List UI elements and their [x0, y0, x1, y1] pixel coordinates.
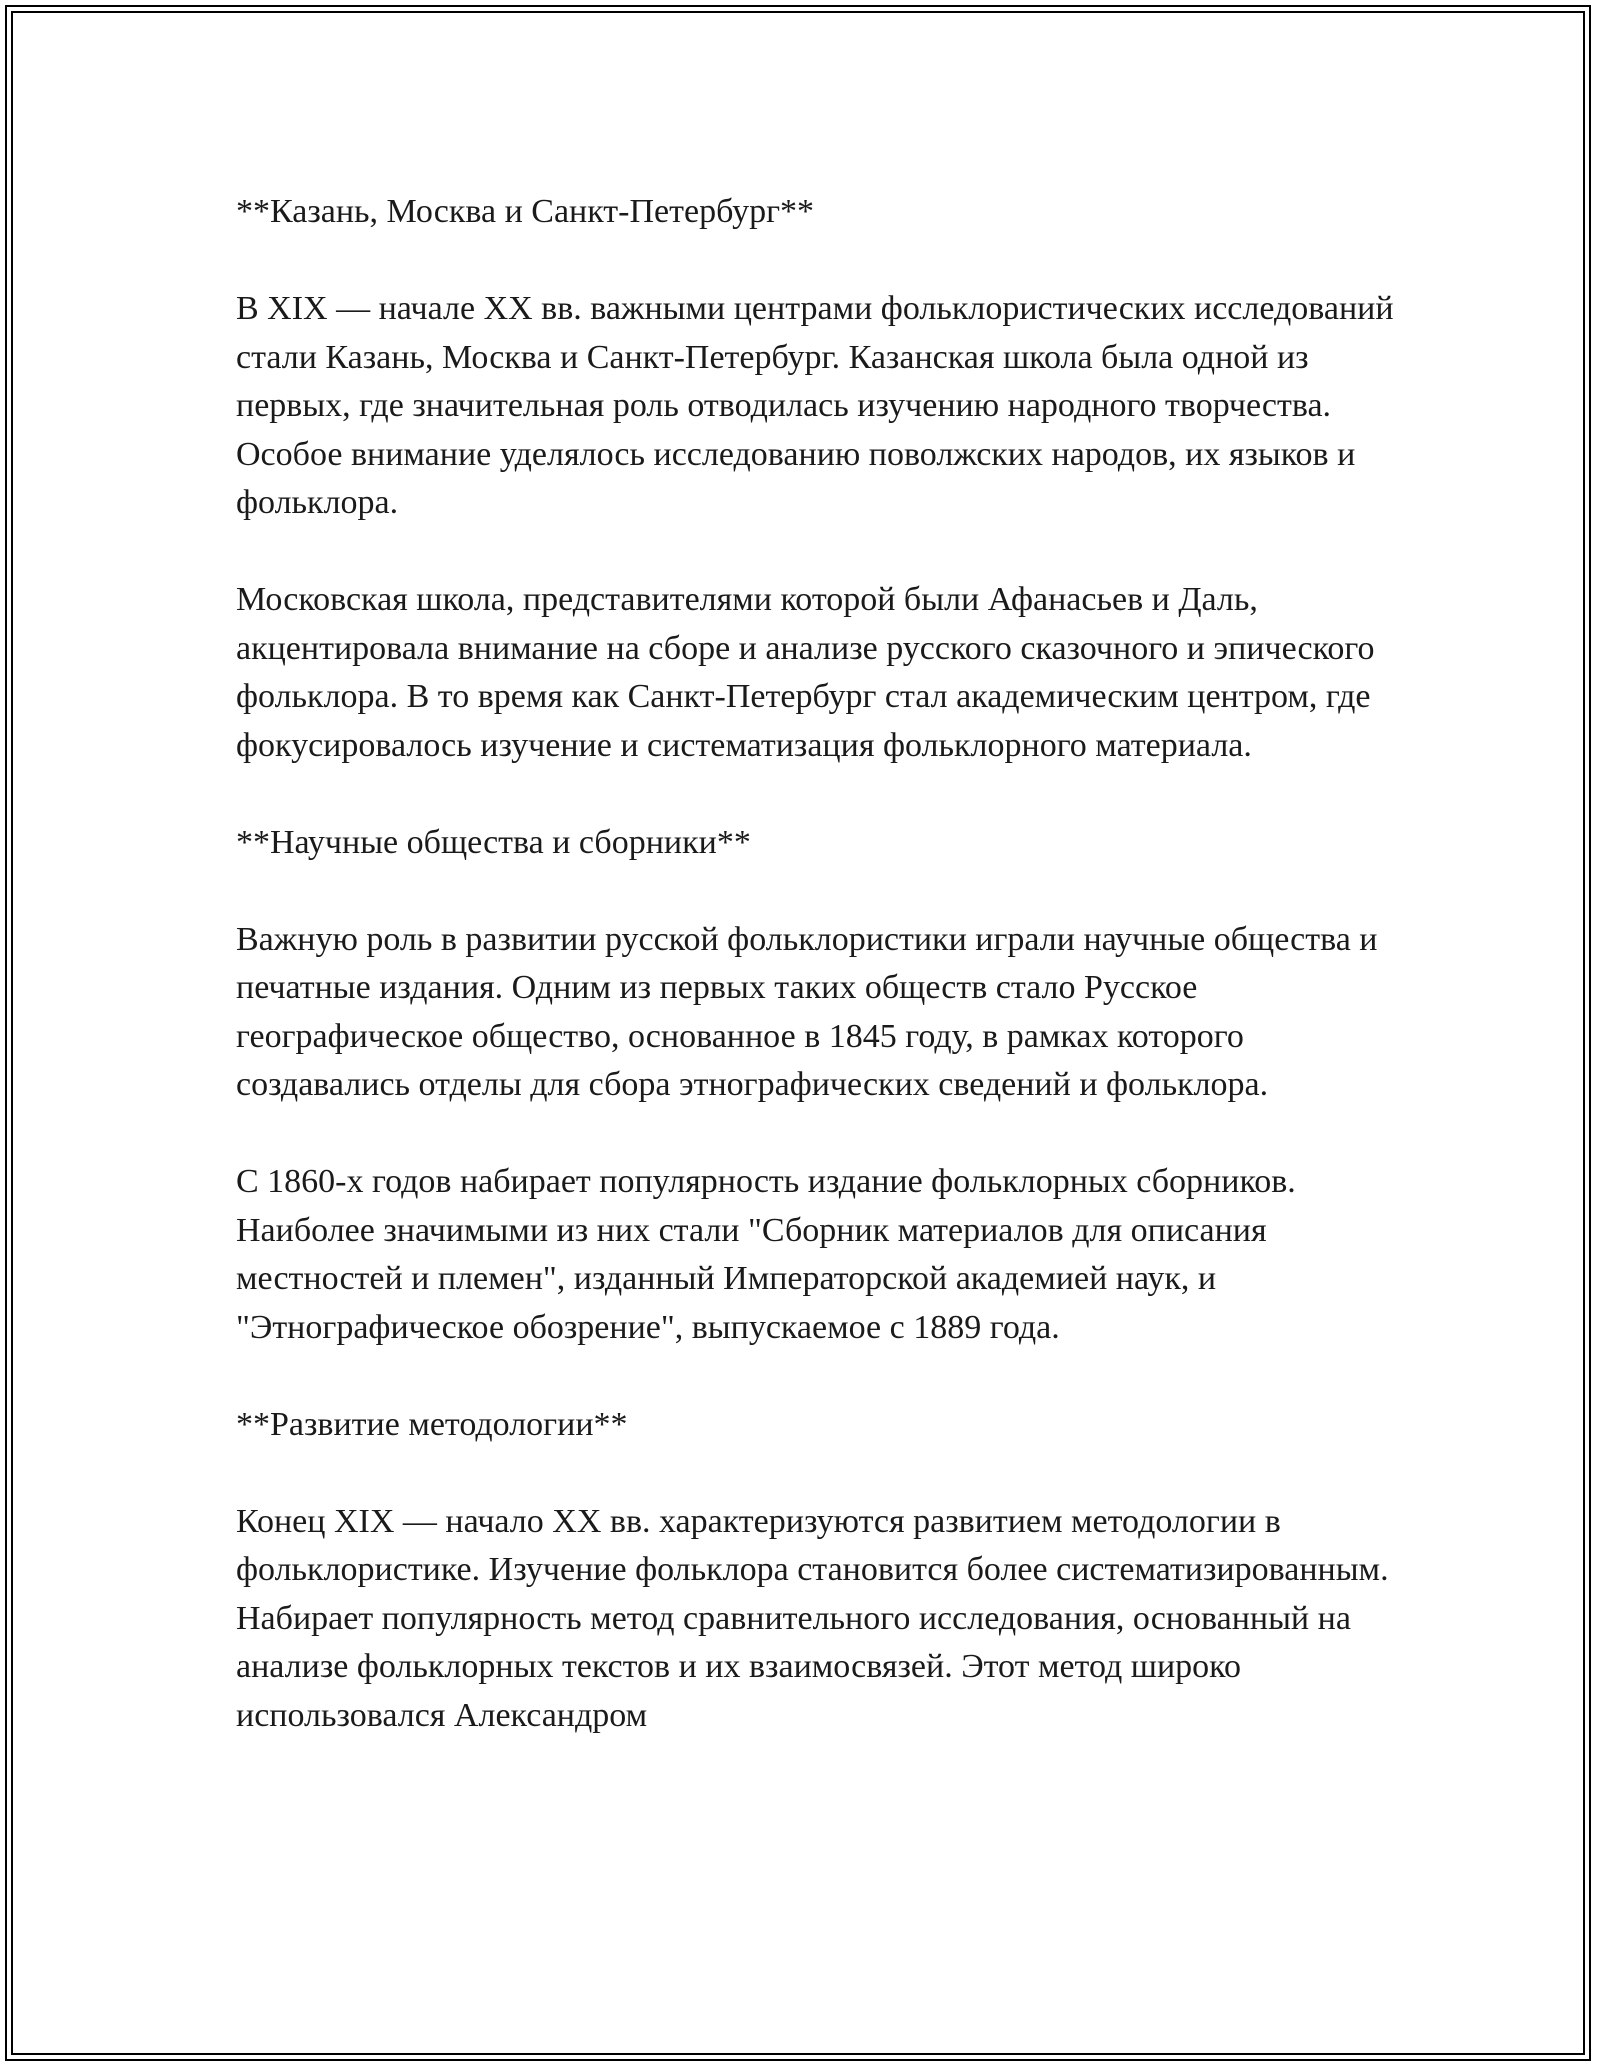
section-heading: **Развитие методологии**: [236, 1405, 628, 1443]
paragraph: В XIX — начале XX вв. важными центрами фольклористических исследований стали Казань, Москва и Санкт-Петербург. Казанская школа была одной из первых, где значительная роль отводилась изучению народного творчества. Особое внимание уделялось исследованию поволжских народов, их языков и фольклора.: [236, 290, 1394, 521]
document-body: [236, 188, 1406, 1789]
paragraph: Важную роль в развитии русской фольклористики играли научные общества и печатные издания. Одним из первых таких обществ стало Русское географическое общество, основанное в 1845 году, в рамках которого создавались отделы для сбора этнографических сведений и фольклора.: [236, 920, 1378, 1103]
paragraph: Московская школа, представителями которой были Афанасьев и Даль, акцентировала внимание на сборе и анализе русского сказочного и эпического фольклора. В то время как Санкт-Петербург стал академическим центром, где фокусировалось изучение и систематизация фольклорного материала.: [236, 581, 1375, 764]
section-heading: **Научные общества и сборники**: [236, 823, 751, 861]
section-heading: **Казань, Москва и Санкт-Петербург**: [236, 193, 815, 230]
paragraph: С 1860-х годов набирает популярность издание фольклорных сборников. Наиболее значимыми из них стали "Сборник материалов для описания местностей и племен", изданный Императорской академией наук, и "Этнографическое обозрение", выпускаемое с 1889 года.: [236, 1163, 1296, 1346]
paragraph: Конец XIX — начало XX вв. характеризуются развитием методологии в фольклористике. Изучение фольклора становится более систематизированным. Набирает популярность метод сравнительного исследования, основанный на анализе фольклорных текстов и их взаимосвязей. Этот метод широко использовался Александром: [236, 1502, 1389, 1734]
